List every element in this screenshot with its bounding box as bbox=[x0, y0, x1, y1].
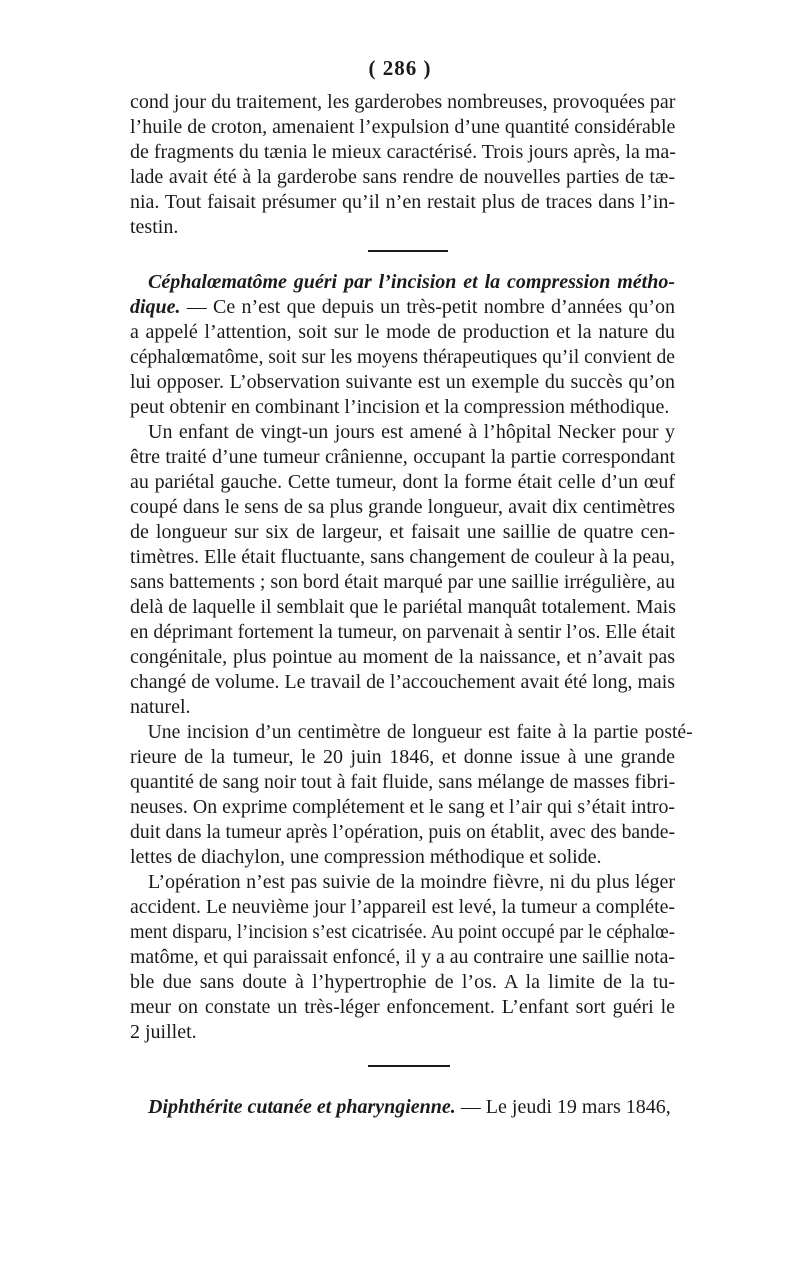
text-line: Une incision d’un centimètre de longueur est faite à la partie posté- bbox=[147, 721, 693, 743]
text-line: nia. Tout faisait présumer qu’il n’en restait plus de traces dans l’in- bbox=[130, 191, 675, 213]
text-line: sans battements ; son bord était marqué par une saillie irrégulière, au bbox=[130, 571, 675, 593]
section-divider bbox=[368, 250, 448, 252]
section-title: Céphalœmatôme guéri par l’incision et la compression métho- bbox=[148, 271, 675, 293]
text-line: timètres. Elle était fluctuante, sans changement de couleur à la peau, bbox=[130, 546, 675, 568]
text-line bbox=[130, 295, 675, 320]
text-line: 2 juillet. bbox=[130, 1021, 197, 1043]
text-line: peut obtenir en combinant l’incision et la compression méthodique. bbox=[130, 396, 670, 418]
text-line: en déprimant fortement la tumeur, on parvenait à sentir l’os. Elle était bbox=[130, 621, 676, 643]
text-line: lade avait été à la garderobe sans rendre de nouvelles parties de tæ- bbox=[130, 166, 675, 188]
text-line: testin. bbox=[130, 216, 179, 238]
text-run: — Le jeudi 19 mars 1846, bbox=[455, 1096, 671, 1118]
text-line: lui opposer. L’observation suivante est un exemple du succès qu’on bbox=[130, 371, 675, 393]
text-line: de fragments du tænia le mieux caractérisé. Trois jours après, la ma- bbox=[130, 141, 676, 163]
text-line: de longueur sur six de largeur, et faisait une saillie de quatre cen- bbox=[130, 521, 675, 543]
text-line: au pariétal gauche. Cette tumeur, dont la forme était celle d’un œuf bbox=[130, 471, 675, 493]
section-taenia-end bbox=[130, 90, 675, 240]
text-line: ble due sans doute à l’hypertrophie de l’os. A la limite de la tu- bbox=[130, 971, 675, 993]
text-line: rieure de la tumeur, le 20 juin 1846, et donne issue à une grande bbox=[130, 746, 675, 768]
section-title: Diphthérite cutanée et pharyngienne. bbox=[148, 1096, 456, 1118]
text-line: lettes de diachylon, une compression méthodique et solide. bbox=[130, 846, 602, 868]
text-line: congénitale, plus pointue au moment de la naissance, et n’avait pas bbox=[130, 646, 675, 668]
page-number: ( 286 ) bbox=[368, 56, 432, 80]
text-line: naturel. bbox=[130, 696, 191, 718]
text-line: meur on constate un très-léger enfoncement. L’enfant sort guéri le bbox=[130, 996, 675, 1018]
text-line: quantité de sang noir tout à fait fluide, sans mélange de masses fibri- bbox=[130, 771, 676, 793]
text-run: — Ce n’est que depuis un très-petit nombre d’années qu’on bbox=[180, 296, 675, 318]
text-line: neuses. On exprime complétement et le sang et l’air qui s’était intro- bbox=[130, 796, 675, 818]
text-line: L’opération n’est pas suivie de la moindre fièvre, ni du plus léger bbox=[148, 871, 675, 893]
text-line: coupé dans le sens de sa plus grande longueur, avait dix centimètres bbox=[130, 496, 675, 518]
text-line: Un enfant de vingt-un jours est amené à l’hôpital Necker pour y bbox=[148, 421, 675, 443]
section-divider bbox=[368, 1065, 450, 1067]
text-line: cond jour du traitement, les garderobes nombreuses, provoquées par bbox=[130, 91, 676, 113]
text-line: matôme, et qui paraissait enfoncé, il y a au contraire une saillie nota- bbox=[130, 946, 675, 968]
text-line: a appelé l’attention, soit sur le mode de production et la nature du bbox=[130, 321, 675, 343]
text-line: accident. Le neuvième jour l’appareil est levé, la tumeur a compléte- bbox=[130, 896, 675, 918]
section-cephalhaematoma bbox=[130, 270, 693, 1045]
text-line: être traité d’une tumeur crânienne, occupant la partie correspondant bbox=[130, 446, 675, 468]
text-line: ment disparu, l’incision s’est cicatrisée. Au point occupé par le céphalœ- bbox=[130, 921, 675, 943]
text-line: duit dans la tumeur après l’opération, puis on établit, avec des bande- bbox=[130, 821, 676, 843]
text-line: l’huile de croton, amenaient l’expulsion d’une quantité considérable bbox=[130, 116, 676, 138]
text-line: delà de laquelle il semblait que le pariétal manquât totalement. Mais bbox=[130, 596, 676, 618]
text-line: changé de volume. Le travail de l’accouchement avait été long, mais bbox=[130, 671, 675, 693]
text-line bbox=[130, 1095, 675, 1120]
section-diphtheria bbox=[130, 1095, 675, 1120]
text-line: céphalœmatôme, soit sur les moyens thérapeutiques qu’il convient de bbox=[130, 346, 675, 368]
section-title-end: dique. bbox=[130, 296, 181, 318]
